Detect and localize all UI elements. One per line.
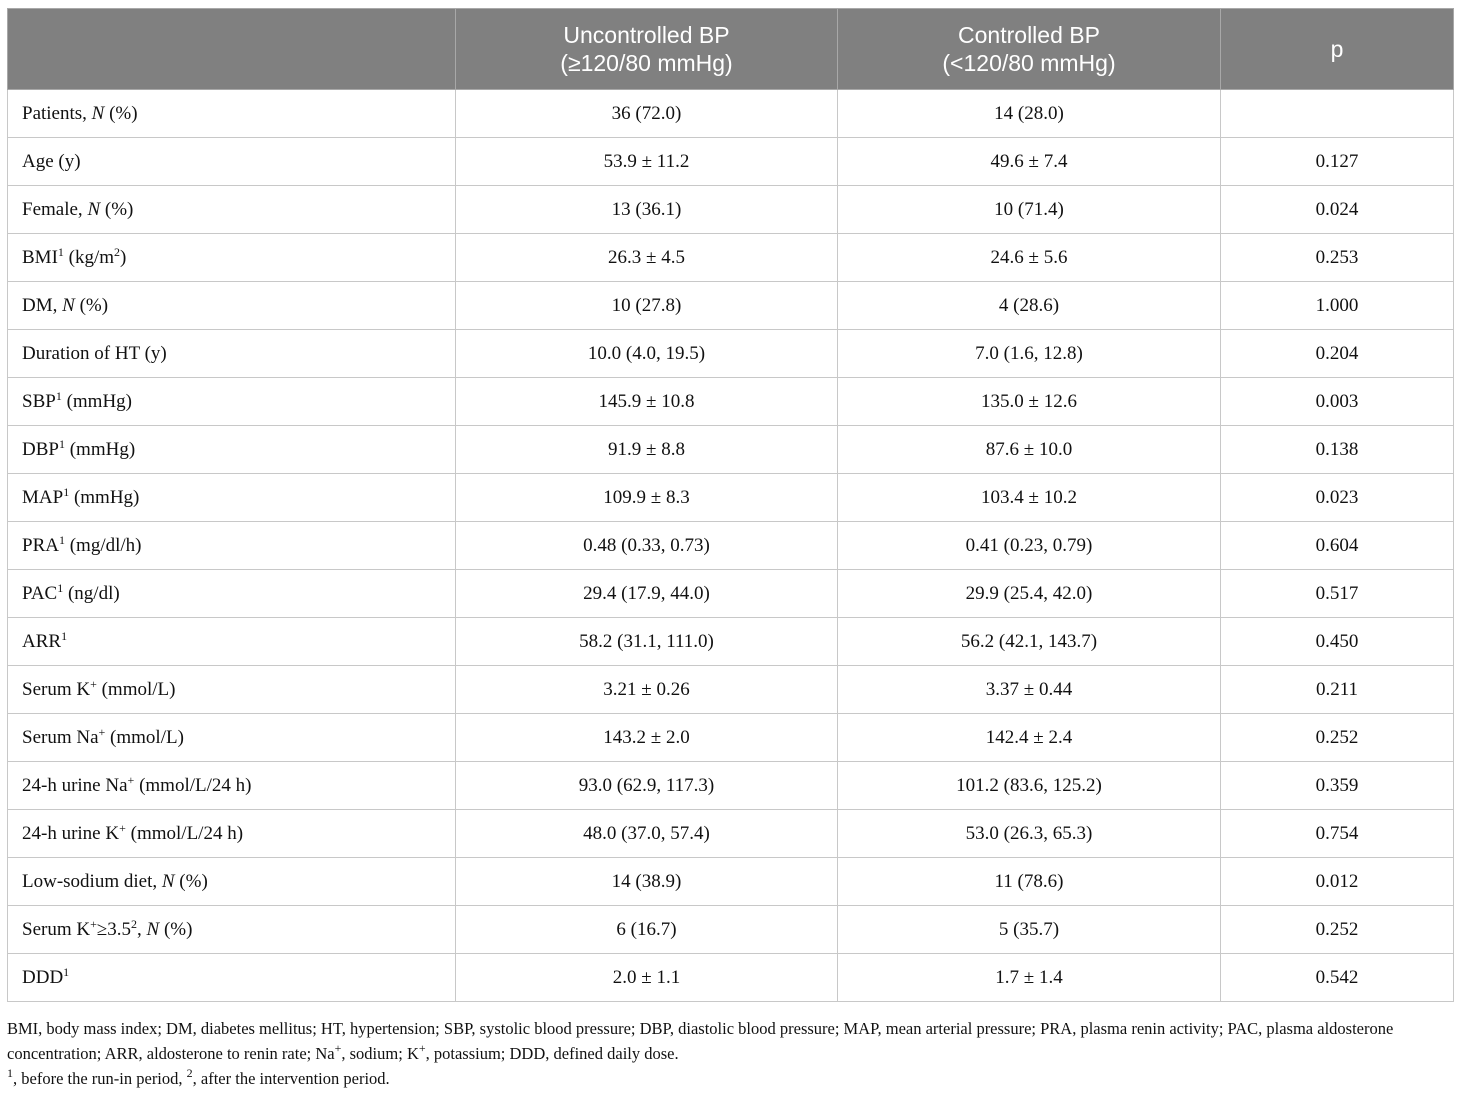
cell-uncontrolled: 93.0 (62.9, 117.3) (456, 762, 838, 810)
header-controlled-title: Controlled BP (958, 22, 1100, 48)
table-row (8, 90, 1454, 138)
cell-p-value: 0.012 (1221, 858, 1454, 906)
header-controlled-range: (<120/80 mmHg) (942, 50, 1116, 76)
cell-p-value: 0.211 (1221, 666, 1454, 714)
header-p-value: p (1221, 9, 1454, 90)
cell-controlled: 53.0 (26.3, 65.3) (838, 810, 1221, 858)
table-footnotes (7, 1016, 1453, 1091)
table-row (8, 618, 1454, 666)
header-uncontrolled-bp (456, 9, 838, 90)
table-row (8, 330, 1454, 378)
cell-p-value: 1.000 (1221, 282, 1454, 330)
row-label: Duration of HT (y) (8, 330, 456, 378)
row-label: Low-sodium diet, N (%) (8, 858, 456, 906)
table-row (8, 186, 1454, 234)
header-uncontrolled-title: Uncontrolled BP (563, 22, 730, 48)
baseline-characteristics-table (7, 8, 1454, 1002)
cell-p-value: 0.003 (1221, 378, 1454, 426)
cell-p-value: 0.252 (1221, 714, 1454, 762)
superscript-note: $^1$, before the run-in period, $^2$, after the intervention period. (7, 1066, 390, 1088)
cell-uncontrolled: 6 (16.7) (456, 906, 838, 954)
table-row (8, 906, 1454, 954)
cell-uncontrolled: 10 (27.8) (456, 282, 838, 330)
cell-controlled: 29.9 (25.4, 42.0) (838, 570, 1221, 618)
abbreviations-note: BMI, body mass index; DM, diabetes mellitus; HT, hypertension; SBP, systolic blood pressure; DBP, diastolic blood pressure; MAP, mean arterial pressure; PRA, plasma renin activity; PAC, plasma aldosterone concentration; ARR, aldosterone to renin rate; Na+, sodium; K+, potassium; DDD, defined daily dose. (7, 1019, 1394, 1063)
header-variable (8, 9, 456, 90)
table-row (8, 954, 1454, 1002)
row-label: Serum $K^+\ge 3.5^2$, N (%) (8, 906, 456, 954)
row-label: PAC$^1$ (ng/dl) (8, 570, 456, 618)
cell-p-value: 0.138 (1221, 426, 1454, 474)
cell-p-value: 0.204 (1221, 330, 1454, 378)
cell-uncontrolled: 58.2 (31.1, 111.0) (456, 618, 838, 666)
cell-p-value: 0.024 (1221, 186, 1454, 234)
table-row (8, 522, 1454, 570)
row-label: 24-h urine K+ (mmol/L/24 h) (8, 810, 456, 858)
cell-uncontrolled: 145.9 ± 10.8 (456, 378, 838, 426)
cell-controlled: 56.2 (42.1, 143.7) (838, 618, 1221, 666)
cell-controlled: 11 (78.6) (838, 858, 1221, 906)
cell-controlled: 5 (35.7) (838, 906, 1221, 954)
table-row (8, 810, 1454, 858)
table-row (8, 138, 1454, 186)
cell-controlled: 49.6 ± 7.4 (838, 138, 1221, 186)
cell-p-value: 0.517 (1221, 570, 1454, 618)
cell-controlled: 24.6 ± 5.6 (838, 234, 1221, 282)
row-label: DM, N (%) (8, 282, 456, 330)
cell-controlled: 135.0 ± 12.6 (838, 378, 1221, 426)
header-controlled-bp (838, 9, 1221, 90)
cell-controlled: 101.2 (83.6, 125.2) (838, 762, 1221, 810)
table-row (8, 378, 1454, 426)
table-row (8, 234, 1454, 282)
table-row (8, 426, 1454, 474)
row-label: Female, N (%) (8, 186, 456, 234)
cell-uncontrolled: 2.0 ± 1.1 (456, 954, 838, 1002)
cell-uncontrolled: 109.9 ± 8.3 (456, 474, 838, 522)
cell-controlled: 87.6 ± 10.0 (838, 426, 1221, 474)
table-row (8, 714, 1454, 762)
data-table-container (7, 8, 1453, 1002)
cell-controlled: 103.4 ± 10.2 (838, 474, 1221, 522)
row-label: BMI$^1$ $(kg/m^2)$ (8, 234, 456, 282)
cell-controlled: 10 (71.4) (838, 186, 1221, 234)
table-header (8, 9, 1454, 90)
cell-p-value: 0.252 (1221, 906, 1454, 954)
table-body (8, 90, 1454, 1002)
cell-uncontrolled: 48.0 (37.0, 57.4) (456, 810, 838, 858)
table-row (8, 762, 1454, 810)
table-row (8, 474, 1454, 522)
cell-uncontrolled: 91.9 ± 8.8 (456, 426, 838, 474)
row-label: DDD$^1$ (8, 954, 456, 1002)
row-label: SBP$^1$ (mmHg) (8, 378, 456, 426)
table-row (8, 666, 1454, 714)
row-label: Serum Na+ (mmol/L) (8, 714, 456, 762)
row-label: Patients, N (%) (8, 90, 456, 138)
cell-p-value: 0.542 (1221, 954, 1454, 1002)
cell-p-value: 0.253 (1221, 234, 1454, 282)
cell-uncontrolled: 143.2 ± 2.0 (456, 714, 838, 762)
row-label: PRA$^1$ (mg/dl/h) (8, 522, 456, 570)
cell-p-value: 0.023 (1221, 474, 1454, 522)
cell-controlled: 14 (28.0) (838, 90, 1221, 138)
cell-uncontrolled: 29.4 (17.9, 44.0) (456, 570, 838, 618)
table-row (8, 282, 1454, 330)
cell-uncontrolled: 3.21 ± 0.26 (456, 666, 838, 714)
cell-uncontrolled: 53.9 ± 11.2 (456, 138, 838, 186)
cell-uncontrolled: 14 (38.9) (456, 858, 838, 906)
table-row (8, 570, 1454, 618)
cell-controlled: 7.0 (1.6, 12.8) (838, 330, 1221, 378)
cell-controlled: 0.41 (0.23, 0.79) (838, 522, 1221, 570)
cell-uncontrolled: 13 (36.1) (456, 186, 838, 234)
cell-uncontrolled: 0.48 (0.33, 0.73) (456, 522, 838, 570)
cell-uncontrolled: 26.3 ± 4.5 (456, 234, 838, 282)
cell-p-value: 0.359 (1221, 762, 1454, 810)
cell-uncontrolled: 36 (72.0) (456, 90, 838, 138)
row-label: MAP$^1$ (mmHg) (8, 474, 456, 522)
row-label: DBP$^1$ (mmHg) (8, 426, 456, 474)
row-label: ARR$^1$ (8, 618, 456, 666)
header-row (8, 9, 1454, 90)
row-label: Serum K+ (mmol/L) (8, 666, 456, 714)
cell-p-value: 0.754 (1221, 810, 1454, 858)
cell-p-value: 0.450 (1221, 618, 1454, 666)
row-label: Age (y) (8, 138, 456, 186)
row-label: 24-h urine Na+ (mmol/L/24 h) (8, 762, 456, 810)
cell-uncontrolled: 10.0 (4.0, 19.5) (456, 330, 838, 378)
cell-controlled: 142.4 ± 2.4 (838, 714, 1221, 762)
cell-p-value: 0.127 (1221, 138, 1454, 186)
header-uncontrolled-range: (≥120/80 mmHg) (560, 50, 733, 76)
cell-controlled: 3.37 ± 0.44 (838, 666, 1221, 714)
cell-p-value (1221, 90, 1454, 138)
cell-controlled: 4 (28.6) (838, 282, 1221, 330)
cell-controlled: 1.7 ± 1.4 (838, 954, 1221, 1002)
cell-p-value: 0.604 (1221, 522, 1454, 570)
table-row (8, 858, 1454, 906)
